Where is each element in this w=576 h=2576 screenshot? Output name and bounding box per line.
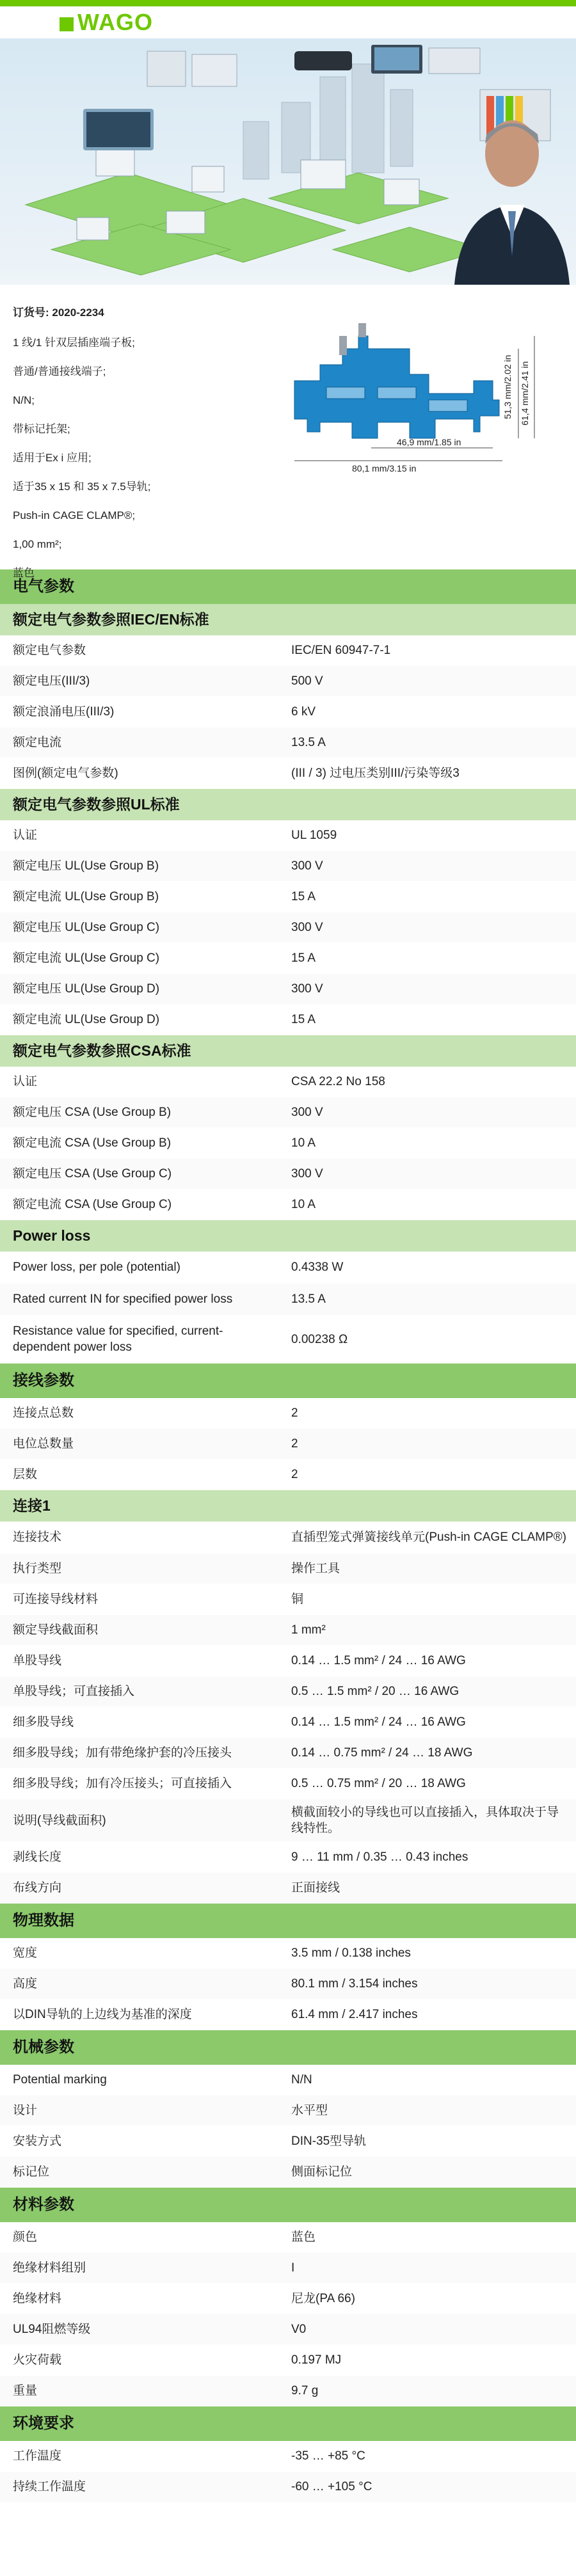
spec-label: 额定电压 CSA (Use Group C) [13,1167,172,1181]
spec-value: 6 kV [291,705,316,719]
spec-row [0,2065,576,2095]
spec-row [0,2345,576,2376]
spec-label: 细多股导线；加有冷压接头；可直接插入 [13,1777,232,1790]
spec-label: 认证 [13,829,38,842]
spec-label: 额定电流 CSA (Use Group C) [13,1198,172,1211]
spec-group [0,2441,576,2502]
brand-bar [0,0,576,38]
spec-value: 侧面标记位 [291,2165,353,2179]
spec-label: 额定电流 CSA (Use Group B) [13,1136,172,1150]
spec-label: 持续工作温度 [13,2480,86,2493]
spec-label: 布线方向 [13,1881,62,1895]
spec-row [0,1738,576,1769]
spec-row [0,1842,576,1873]
subsection-heading: 额定电气参数参照UL标准 [0,789,576,820]
logo-text: WAGO [77,9,153,35]
spec-row [0,2000,576,2030]
terminal-drawing [282,304,563,560]
spec-row [0,2441,576,2472]
spec-value: 蓝色 [291,2230,316,2244]
spec-value: 300 V [291,1106,323,1119]
spec-value: CSA 22.2 No 158 [291,1075,385,1088]
section-heading: 物理数据 [0,1904,576,1938]
spec-group [0,1398,576,1490]
spec-label: 绝缘材料 [13,2292,62,2305]
spec-group [0,1938,576,2030]
spec-value: 13.5 A [291,736,326,749]
spec-value: 操作工具 [291,1562,340,1575]
spec-value: 10 A [291,1136,316,1150]
spec-label: 细多股导线；加有带绝缘护套的冷压接头 [13,1746,232,1760]
description-line: 普通/普通接线端子; [13,365,106,378]
spec-label: 额定电流 UL(Use Group D) [13,1013,160,1026]
spec-label: 额定导线截面积 [13,1623,99,1637]
spec-value: (III / 3) 过电压类别III/污染等级3 [291,767,460,780]
spec-value: 15 A [291,890,316,903]
height-dimension: 51,3 mm/2.02 in [502,354,513,419]
spec-label: 电位总数量 [13,1437,74,1451]
spec-row [0,1522,576,1554]
subsection-heading: 额定电气参数参照IEC/EN标准 [0,604,576,635]
spec-row [0,851,576,882]
description-line: N/N; [13,394,35,406]
spec-row [0,697,576,727]
section-heading: 机械参数 [0,2030,576,2065]
spec-group [0,1522,576,1904]
description-line: 1,00 mm²; [13,538,62,550]
section-heading: 电气参数 [0,569,576,604]
description-line: 带标记托架; [13,423,70,435]
spec-row [0,666,576,697]
spec-row [0,1938,576,1969]
spec-group [0,2065,576,2188]
description-line: 适用于Ex i 应用; [13,452,92,464]
spec-row [0,1584,576,1615]
spec-label: 说明(导线截面积) [13,1813,106,1827]
spec-row [0,1646,576,1676]
spec-label: 层数 [13,1468,38,1481]
spec-value: 2 [291,1468,298,1481]
spec-value: N/N [291,2073,312,2087]
spec-row [0,1707,576,1738]
spec-value: 水平型 [291,2104,328,2117]
spec-value: 横截面较小的导线也可以直接插入，具体取决于导线特性。 [291,1806,559,1835]
spec-label: 工作温度 [13,2449,62,2463]
spec-value: -60 … +105 °C [291,2480,372,2493]
section-heading: 材料参数 [0,2188,576,2222]
hero-banner [0,0,576,285]
spec-value: 0.14 … 1.5 mm² / 24 … 16 AWG [291,1654,466,1667]
spec-value: 61.4 mm / 2.417 inches [291,2008,418,2021]
spec-value: 500 V [291,674,323,688]
spec-row [0,2157,576,2188]
spec-value: 0.14 … 1.5 mm² / 24 … 16 AWG [291,1715,466,1729]
spec-row [0,1189,576,1220]
spec-row [0,820,576,851]
subsection-heading: Power loss [0,1220,576,1252]
width-dimension: 46,9 mm/1.85 in [397,437,461,447]
spec-row [0,1128,576,1159]
spec-label: 额定浪涌电压(III/3) [13,705,115,719]
spec-row [0,1969,576,2000]
order-number: 订货号: 2020-2234 [13,306,104,319]
spec-row [0,1615,576,1646]
spec-label: Power loss, per pole (potential) [13,1260,180,1274]
spec-row [0,2126,576,2157]
section-heading: 接线参数 [0,1364,576,1398]
spec-value: 300 V [291,859,323,873]
spec-label: 额定电压 UL(Use Group C) [13,921,160,934]
spec-row [0,882,576,912]
spec-row [0,2095,576,2126]
brand-stripe [0,0,576,6]
spec-value: 300 V [291,921,323,934]
spec-group [0,1252,576,1364]
spec-label: 火灾荷载 [13,2353,62,2367]
spec-label: 高度 [13,1977,38,1991]
spec-value: DIN-35型导轨 [291,2135,367,2148]
spec-row [0,1284,576,1316]
spec-label: 认证 [13,1075,38,1088]
spec-value: 0.5 … 1.5 mm² / 20 … 16 AWG [291,1685,460,1698]
spec-row [0,1097,576,1128]
spec-row [0,1316,576,1364]
spec-value: 0.5 … 0.75 mm² / 20 … 18 AWG [291,1777,466,1790]
spec-value: 10 A [291,1198,316,1211]
spec-value: 1 mm² [291,1623,326,1637]
spec-label: 额定电压 UL(Use Group D) [13,982,160,996]
spec-row [0,727,576,758]
subsection-heading: 额定电气参数参照CSA标准 [0,1035,576,1067]
spec-row [0,1159,576,1189]
spec-table [0,569,576,2502]
spec-label: 绝缘材料组别 [13,2261,86,2275]
description-line: 1 线/1 针双层插座端子板; [13,337,135,349]
spec-value: 3.5 mm / 0.138 inches [291,1946,411,1960]
spec-value: 9.7 g [291,2384,319,2397]
spec-group [0,635,576,789]
spec-value: 尼龙(PA 66) [291,2292,355,2305]
spec-row [0,2376,576,2406]
spec-row [0,1873,576,1904]
spec-label: Resistance value for specified, current-dependent power loss [13,1324,223,1354]
spec-row [0,2284,576,2314]
spec-label: 连接点总数 [13,1406,74,1420]
spec-row [0,1676,576,1707]
spec-label: 剥线长度 [13,1850,62,1864]
subsection-heading: 连接1 [0,1490,576,1522]
spec-label: 图例(额定电气参数) [13,767,118,780]
spec-row [0,758,576,789]
spec-value: 直插型笼式弹簧接线单元(Push-in CAGE CLAMP®) [291,1530,566,1544]
spec-label: 额定电流 UL(Use Group C) [13,951,160,965]
spec-value: 80.1 mm / 3.154 inches [291,1977,418,1991]
spec-value: 0.197 MJ [291,2353,342,2367]
spec-label: 额定电压 CSA (Use Group B) [13,1106,172,1119]
spec-row [0,1067,576,1097]
spec-row [0,1005,576,1035]
spec-row [0,2472,576,2502]
spec-value: -35 … +85 °C [291,2449,365,2463]
spec-value: 0.14 … 0.75 mm² / 24 … 18 AWG [291,1746,473,1760]
spec-value: 300 V [291,982,323,996]
spec-label: 标记位 [13,2165,50,2179]
spec-label: 额定电压 UL(Use Group B) [13,859,159,873]
spec-label: 重量 [13,2384,38,2397]
spec-row [0,635,576,666]
spec-label: Potential marking [13,2073,107,2087]
spec-row [0,974,576,1005]
spec-label: 颜色 [13,2230,38,2244]
spec-label: 以DIN导轨的上边线为基准的深度 [13,2008,192,2021]
person-illustration [442,109,576,285]
spec-row [0,1429,576,1459]
spec-row [0,912,576,943]
section-heading: 环境要求 [0,2406,576,2441]
spec-row [0,1769,576,1799]
spec-row [0,1799,576,1842]
spec-value: 正面接线 [291,1881,340,1895]
logo-mark [60,17,74,31]
spec-label: 设计 [13,2104,38,2117]
spec-value: UL 1059 [291,829,337,842]
spec-label: 执行类型 [13,1562,62,1575]
spec-row [0,2314,576,2345]
spec-value: V0 [291,2323,307,2336]
spec-group [0,820,576,1035]
spec-value: 2 [291,1437,298,1451]
spec-value: 300 V [291,1167,323,1181]
spec-row [0,1459,576,1490]
spec-label: 额定电流 [13,736,62,749]
spec-label: 宽度 [13,1946,38,1960]
spec-value: 铜 [291,1593,304,1606]
spec-label: UL94阻燃等级 [13,2323,91,2336]
spec-label: 单股导线 [13,1654,62,1667]
spec-value: 0.4338 W [291,1260,344,1274]
spec-value: 15 A [291,951,316,965]
spec-value: 0.00238 Ω [291,1332,348,1346]
spec-value: 9 … 11 mm / 0.35 … 0.43 inches [291,1850,468,1864]
spec-label: 可连接导线材料 [13,1593,99,1606]
spec-value: 13.5 A [291,1292,326,1306]
spec-label: 安装方式 [13,2135,62,2148]
spec-label: 连接技术 [13,1530,62,1544]
spec-group [0,1067,576,1220]
spec-row [0,2222,576,2253]
spec-row [0,1398,576,1429]
spec-value: 15 A [291,1013,316,1026]
spec-row [0,943,576,974]
dimension-drawing [282,304,563,569]
wago-logo [60,9,153,36]
spec-group [0,2222,576,2406]
spec-row [0,1252,576,1284]
spec-label: 细多股导线 [13,1715,74,1729]
description-line: 适于35 x 15 和 35 x 7.5导轨; [13,481,151,493]
spec-label: 额定电压(III/3) [13,674,90,688]
spec-value: 2 [291,1406,298,1420]
description-line: Push-in CAGE CLAMP®; [13,509,136,521]
spec-label: 额定电气参数 [13,644,86,657]
product-description [13,304,282,569]
spec-value: I [291,2261,295,2275]
spec-value: IEC/EN 60947-7-1 [291,644,391,657]
spec-label: 额定电流 UL(Use Group B) [13,890,159,903]
spec-label: Rated current IN for specified power loss [13,1292,233,1306]
height-dimension-2: 61,4 mm/2.41 in [520,361,530,425]
spec-row [0,1554,576,1584]
spec-row [0,2253,576,2284]
spec-label: 单股导线；可直接插入 [13,1685,135,1698]
product-summary [0,285,576,569]
width-dimension-2: 80,1 mm/3.15 in [352,463,417,473]
